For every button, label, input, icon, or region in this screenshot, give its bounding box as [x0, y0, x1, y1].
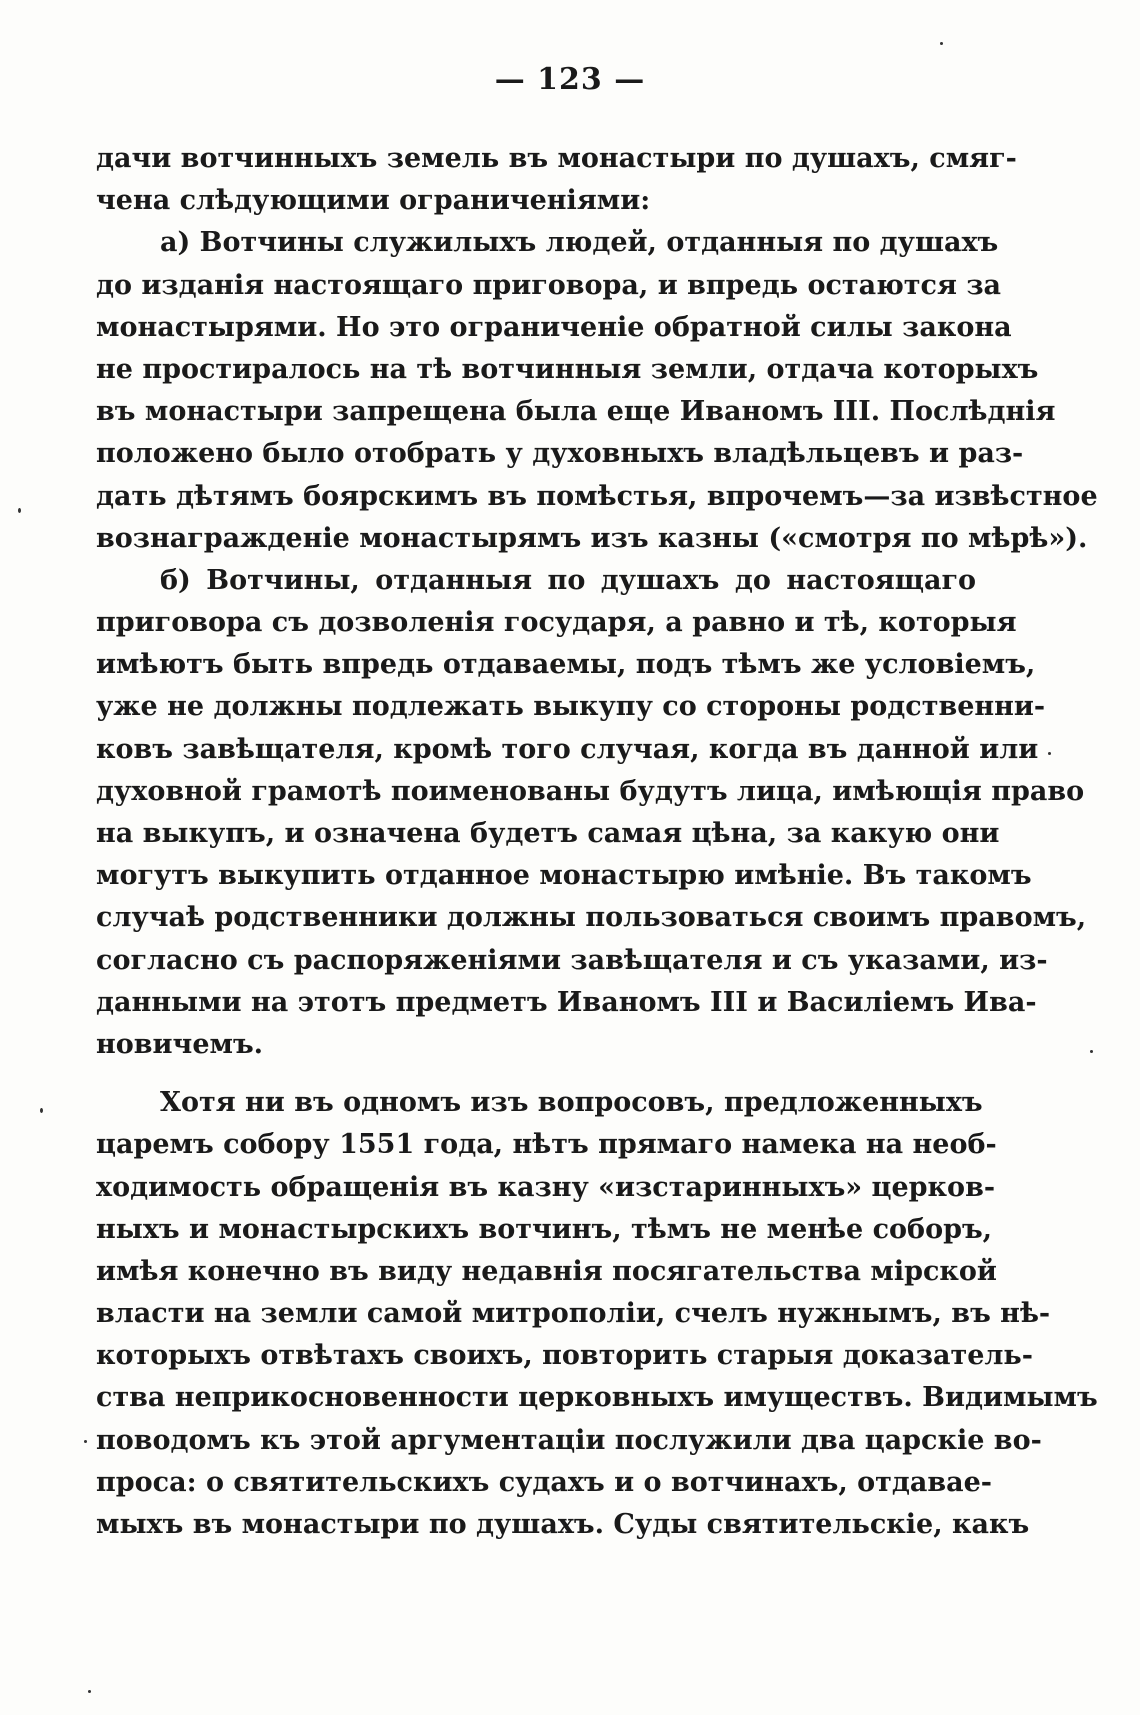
text-line: уже не должны подлежать выкупу со стороны родственни- — [96, 691, 1046, 723]
text-line: мыхъ въ монастыри по душахъ. Суды святительскіе, какъ — [96, 1509, 1030, 1540]
scan-speck — [1048, 752, 1051, 755]
text-line: не простиралось на тѣ вотчинныя земли, отдача которыхъ — [96, 353, 1039, 385]
text-line: въ монастыри запрещена была еще Иваномъ III. Послѣднія — [96, 396, 1056, 428]
text-line: согласно съ распоряженіями завѣщателя и съ указами, из- — [96, 944, 1048, 976]
text-line: случаѣ родственники должны пользоваться своимъ правомъ, — [96, 902, 1087, 934]
scan-speck — [88, 1690, 91, 1693]
text-line: б) Вотчины, отданныя по душахъ до настоящаго — [160, 564, 976, 596]
text-line: царемъ собору 1551 года, нѣтъ прямаго намека на необ- — [96, 1129, 997, 1161]
paragraph-gap — [96, 1066, 976, 1082]
text-line: ства неприкосновенности церковныхъ имуществъ. Видимымъ — [96, 1382, 1098, 1414]
text-line: положено было отобрать у духовныхъ владѣльцевъ и раз- — [96, 438, 1024, 470]
text-line: новичемъ. — [96, 1028, 264, 1060]
text-line: могутъ выкупить отданное монастырю имѣніе. Въ такомъ — [96, 860, 1032, 892]
text-line: приговора съ дозволенія государя, а равно и тѣ, которыя — [96, 607, 1017, 639]
text-line: ходимость обращенія въ казну «изстаринныхъ» церков- — [96, 1171, 996, 1203]
scan-speck — [18, 508, 21, 513]
text-line: поводомъ къ этой аргументаціи послужили два царскіе во- — [96, 1424, 1042, 1456]
text-line: данными на этотъ предметъ Иваномъ III и Василіемъ Ива- — [96, 986, 1037, 1018]
text-line: чена слѣдующими ограниченіями: — [96, 185, 651, 217]
text-line: ковъ завѣщателя, кромѣ того случая, когда въ данной или — [96, 733, 1039, 765]
text-line: Хотя ни въ одномъ изъ вопросовъ, предложенныхъ — [160, 1087, 983, 1119]
text-line: ныхъ и монастырскихъ вотчинъ, тѣмъ не менѣе соборъ, — [96, 1213, 993, 1245]
text-line: которыхъ отвѣтахъ своихъ, повторить старыя доказатель- — [96, 1340, 1033, 1372]
text-line: а) Вотчины служилыхъ людей, отданныя по душахъ — [160, 227, 999, 259]
text-line: духовной грамотѣ поименованы будутъ лица, имѣющія право — [96, 775, 1085, 807]
page-number: — 123 — — [494, 62, 646, 97]
scan-speck — [40, 1108, 43, 1113]
text-line: власти на земли самой митрополіи, счелъ нужнымъ, въ нѣ- — [96, 1298, 1051, 1330]
body-text — [96, 138, 1098, 1546]
text-line: до изданія настоящаго приговора, и впредь остаются за — [96, 269, 1002, 301]
scan-speck — [1090, 1050, 1093, 1053]
text-line: имѣютъ быть впредь отдаваемы, подъ тѣмъ же условіемъ, — [96, 649, 1036, 681]
text-line: дачи вотчинныхъ земель въ монастыри по душахъ, смяг- — [96, 143, 1017, 174]
text-line: проса: о святительскихъ судахъ и о вотчинахъ, отдавае- — [96, 1466, 992, 1498]
text-line: на выкупъ, и означена будетъ самая цѣна, за какую они — [96, 818, 1000, 849]
text-line: монастырями. Но это ограниченіе обратной силы закона — [96, 311, 1012, 343]
text-line: имѣя конечно въ виду недавнія посягательства мірской — [96, 1255, 997, 1287]
scan-speck — [84, 1440, 87, 1443]
scan-speck — [940, 42, 943, 45]
text-line: вознагражденіе монастырямъ изъ казны («смотря по мѣрѣ»). — [96, 522, 1088, 554]
text-line: дать дѣтямъ боярскимъ въ помѣстья, впрочемъ—за извѣстное — [96, 480, 1098, 512]
